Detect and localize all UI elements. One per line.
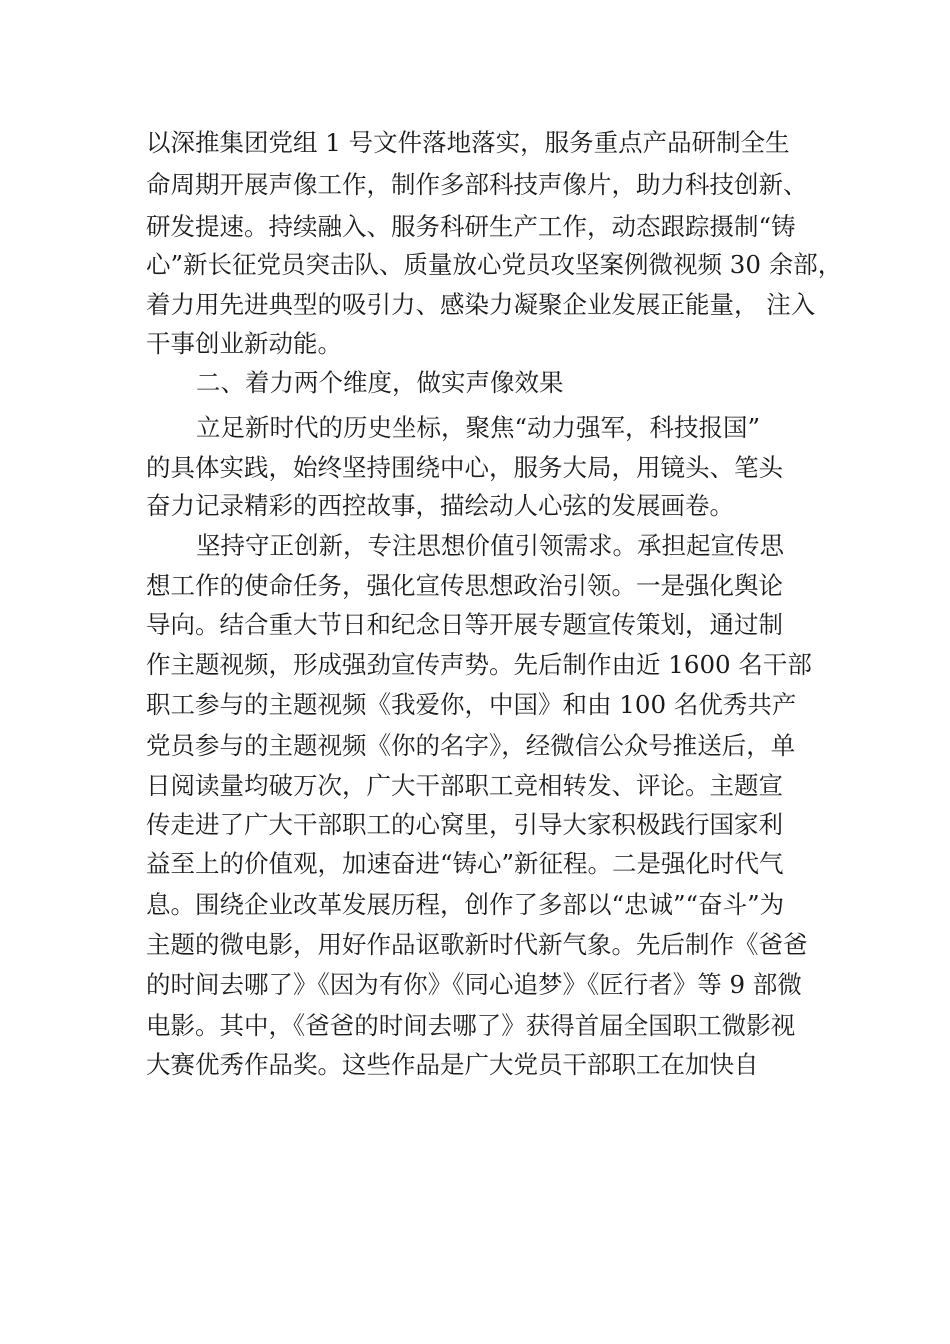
text-line: 主题的微电影，用好作品讴歌新时代新气象。先后制作《爸爸 (146, 930, 808, 959)
text-line: 以深推集团党组 1 号文件落地落实，服务重点产品研制全生 (146, 128, 790, 157)
paragraph-first-line: 立足新时代的历史坐标，聚焦“动力强军，科技报国” (196, 413, 761, 442)
text-line: 益至上的价值观，加速奋进“铸心”新征程。二是强化时代气 (146, 849, 784, 878)
text-line: 干事创业新动能。 (146, 329, 342, 358)
text-line: 的具体实践，始终坚持围绕中心，服务大局，用镜头、笔头 (146, 453, 783, 482)
text-line: 日阅读量均破万次，广大干部职工竞相转发、评论。主题宣 (146, 771, 783, 800)
paragraph-first-line: 坚持守正创新，专注思想价值引领需求。承担起宣传思 (196, 531, 784, 560)
text-line: 职工参与的主题视频《我爱你，中国》和由 100 名优秀共产 (146, 690, 797, 719)
text-line: 导向。结合重大节日和纪念日等开展专题宣传策划，通过制 (146, 610, 783, 639)
text-line: 想工作的使命任务，强化宣传思想政治引领。一是强化舆论 (146, 571, 783, 600)
text-line: 心”新长征党员突击队、质量放心党员攻坚案例微视频 30 余部， (146, 250, 843, 279)
text-line: 传走进了广大干部职工的心窝里，引导大家积极践行国家利 (146, 810, 783, 839)
text-line: 着力用先进典型的吸引力、感染力凝聚企业发展正能量， 注入 (146, 290, 816, 319)
text-line: 电影。其中，《爸爸的时间去哪了》获得首届全国职工微影视 (146, 1011, 796, 1040)
text-line: 命周期开展声像工作，制作多部科技声像片，助力科技创新、 (146, 170, 808, 199)
text-line: 作主题视频，形成强劲宣传声势。先后制作由近 1600 名干部 (146, 650, 812, 679)
text-line: 奋力记录精彩的西控故事，描绘动人心弦的发展画卷。 (146, 491, 734, 520)
text-line: 大赛优秀作品奖。这些作品是广大党员干部职工在加快自 (146, 1050, 759, 1079)
section-heading: 二、着力两个维度，做实声像效果 (196, 368, 564, 397)
text-line: 党员参与的主题视频《你的名字》，经微信公众号推送后，单 (146, 731, 796, 760)
text-line: 的时间去哪了》《因为有你》《同心追梦》《匠行者》等 9 部微 (146, 970, 802, 999)
text-line: 息。围绕企业改革发展历程，创作了多部以“忠诚”“奋斗”为 (146, 890, 785, 919)
text-line: 研发提速。持续融入、服务科研生产工作，动态跟踪摄制“铸 (146, 212, 796, 241)
